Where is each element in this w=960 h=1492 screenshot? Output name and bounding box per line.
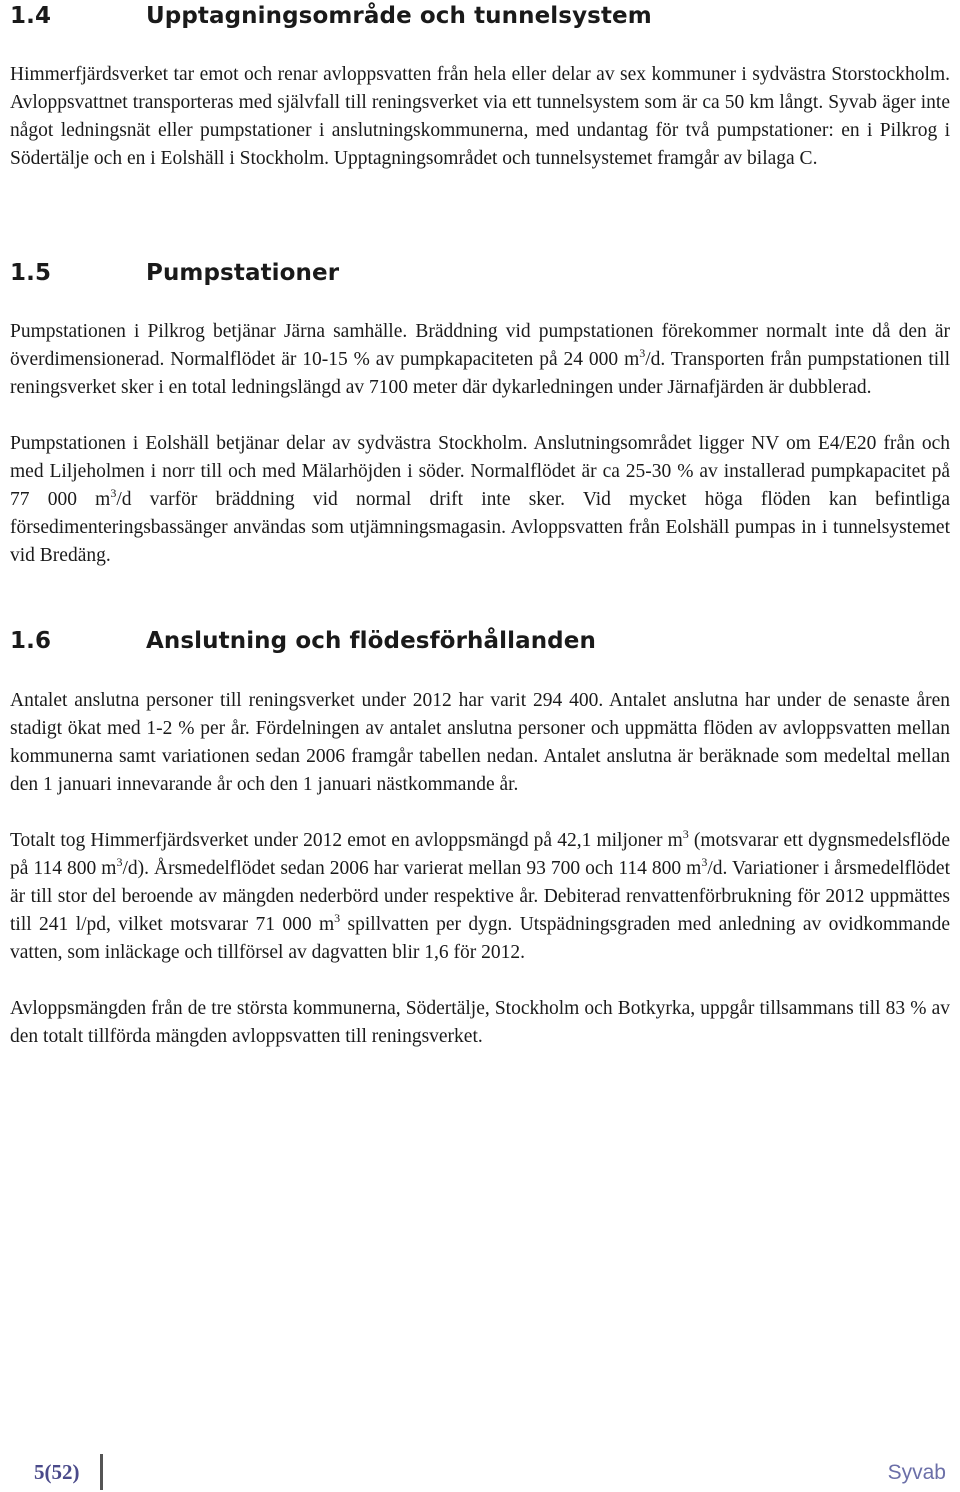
paragraph-text: /d varför bräddning vid normal drift inte sker. Vid mycket höga flöden kan befintliga försedimenteringsbassänger användas som utjämningsmagasin. Avloppsvatten från Eolshäll pumpas in i tunnelsystemet vid Bredäng.	[10, 489, 950, 566]
paragraph: Antalet anslutna personer till reningsverket under 2012 har varit 294 400. Antalet anslutna har under de senaste åren stadigt ökat med 1-2 % per år. Fördelningen av antalet anslutna personer och uppmätta flöden av avloppsvatten mellan kommunerna samt variationen sedan 2006 framgår tabellen nedan. Antalet anslutna är beräknade som medeltal mellan den 1 januari innevarande år och den 1 januari nästkommande år.	[10, 690, 950, 795]
superscript: 3	[701, 855, 708, 869]
paragraph	[10, 430, 950, 570]
section-heading-1-6	[10, 627, 596, 655]
superscript: 3	[639, 346, 646, 360]
section-number: 1.6	[10, 628, 52, 654]
superscript: 3	[110, 486, 117, 500]
section-heading-1-4	[10, 2, 652, 30]
paragraph	[10, 318, 950, 402]
paragraph-text: Pumpstationen i Eolshäll betjänar delar av sydvästra Stockholm. Anslutningsområdet ligger NV om E4/E20 från och med Liljeholmen i norr till och med Mälarhöjden i söder. Normalflödet är ca 25-30 % av installerad pumpkapacitet på 77 000 m	[10, 433, 950, 510]
superscript: 3	[682, 827, 689, 841]
page-footer	[0, 1450, 960, 1492]
section-title: Upptagningsområde och tunnelsystem	[146, 3, 652, 29]
paragraph-text: Totalt tog Himmerfjärdsverket under 2012 emot en avloppsmängd på 42,1 miljoner m	[10, 830, 683, 851]
paragraph	[10, 827, 950, 967]
section-number: 1.4	[10, 3, 52, 29]
paragraph-text: /d. Variationer i årsmedelflödet är till stor del beroende av mängden nederbörd under respektive år. Debiterad renvattenförbrukning för 2012 uppmättes till 241 l/pd, vilket motsvarar 71 000 m	[10, 858, 951, 935]
paragraph: Avloppsmängden från de tre största kommunerna, Södertälje, Stockholm och Botkyrka, uppgår tillsammans till 83 % av den totalt tillförda mängden avloppsvatten till reningsverket.	[10, 998, 950, 1047]
section-heading-1-5	[10, 259, 339, 287]
page-number: 5(52)	[34, 1460, 80, 1484]
footer-divider	[100, 1454, 103, 1490]
paragraph-text: spillvatten per dygn. Utspädningsgraden med anledning av ovidkommande vatten, som inläckage och tillförsel av dagvatten blir 1,6 för 2012.	[10, 914, 950, 963]
paragraph-text: /d). Årsmedelflödet sedan 2006 har varierat mellan 93 700 och 114 800 m	[122, 858, 702, 879]
section-title: Anslutning och flödesförhållanden	[146, 628, 596, 654]
superscript: 3	[116, 855, 123, 869]
footer-brand: Syvab	[887, 1461, 946, 1484]
paragraph: Himmerfjärdsverket tar emot och renar avloppsvatten från hela eller delar av sex kommuner i sydvästra Storstockholm. Avloppsvattnet transporteras med självfall till reningsverket via ett tunnelsystem som är ca 50 km långt. Syvab äger inte något ledningsnät eller pumpstationer i anslutningskommunerna, med undantag för två pumpstationer: en i Pilkrog i Södertälje och en i Eolshäll i Stockholm. Upptagningsområdet och tunnelsystemet framgår av bilaga C.	[10, 64, 950, 169]
paragraph-text: (motsvarar ett dygnsmedelsflöde på 114 800 m	[10, 830, 950, 879]
section-number: 1.5	[10, 260, 52, 286]
superscript: 3	[334, 911, 341, 925]
section-title: Pumpstationer	[146, 260, 340, 286]
paragraph-text: Pumpstationen i Pilkrog betjänar Järna samhälle. Bräddning vid pumpstationen förekommer normalt inte då den är överdimensionerad. Normalflödet är 10-15 % av pumpkapaciteten på 24 000 m	[10, 321, 950, 370]
paragraph-text: /d. Transporten från pumpstationen till reningsverket sker i en total ledningslängd av 7100 meter där dykarledningen under Järnafjärden är dubblerad.	[10, 349, 950, 398]
